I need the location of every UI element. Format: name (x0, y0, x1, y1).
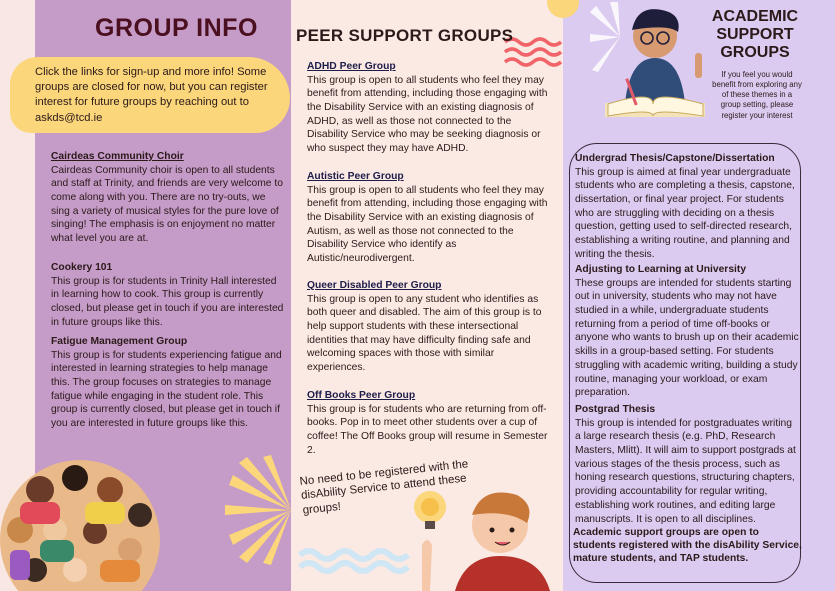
people-crowd-illustration (0, 440, 170, 591)
group-name-postgrad-thesis: Postgrad Thesis (575, 404, 656, 415)
group-description: This group is for students in Trinity Hall interested in learning how to cook. This group is currently closed, but please get in touch if you are interested in future groups like this. (51, 275, 284, 328)
group-item (51, 150, 286, 246)
group-description: Cairdeas Community choir is open to all students and staff at Trinity, and friends are very welcome to come along with you. There are no try-outs, we sing a variety of musical styles for the pure love of singing! The emphasis is on enjoyment no matter what level you are at. (51, 164, 283, 245)
group-item (575, 403, 800, 526)
group-link-cairdeas[interactable]: Cairdeas Community Choir (51, 151, 184, 162)
group-description: This group is open to all students who feel they may benefit from attending, including those engaging with the Disability Service with an existing diagnosis of ADHD, as well as those not connected to the Disability Service who may be seeking diagnosis or who suspect they may have ADHD. (307, 74, 548, 155)
group-item (575, 152, 800, 262)
group-item (307, 170, 555, 266)
intro-text: Click the links for sign-up and more info! Some groups are closed for now, but you can register interest for future groups by reaching out to askds@tcd.ie (35, 66, 268, 124)
academic-support-title: ACADEMIC SUPPORT GROUPS (711, 8, 799, 61)
group-description: This group is intended for postgraduates writing a large research thesis (e.g. PhD, Research Masters, Mlitt). It will aim to support postgrads at various stages of the thesis process, such as honing research questions, structuring chapters, providing accountability for regular writing, establishing work routines, and editing large manuscripts. It is open to all disciplines. (575, 417, 796, 525)
group-name-fatigue: Fatigue Management Group (51, 336, 188, 347)
group-description: This group is for students who are returning from off-books. Pop in to meet other students over a cup of coffee! The Off Books group will resume in Semester 2. (307, 403, 548, 456)
group-item (575, 263, 800, 400)
student-reading-illustration (600, 8, 710, 138)
group-name-undergrad-thesis: Undergrad Thesis/Capstone/Dissertation (575, 153, 775, 164)
group-description: This group is open to all students who feel they may benefit from attending, including those engaging with the Disability Service with an existing diagnosis of Autism, as well as those not connected to the Disability Service who identify as Autistic/neurodivergent. (307, 184, 548, 265)
group-item (307, 279, 555, 375)
registration-note: No need to be registered with the disAbility Service to attend these groups! (299, 458, 469, 517)
group-description: This group is open to any student who identifies as both queer and disabled. The aim of this group is to help support students with these intersectional identities that may have difficulty finding safe and welcoming spaces with those with similar experiences. (307, 293, 542, 374)
group-link-queer-disabled[interactable]: Queer Disabled Peer Group (307, 280, 442, 291)
group-link-off-books[interactable]: Off Books Peer Group (307, 390, 416, 401)
group-item (51, 261, 286, 329)
group-description: These groups are intended for students starting out in university, students who may not have studied in a while, undergraduate students returning from a period of time off-books or anyone who wants to brush up on their academic skills in a group-based setting. For students struggling with academic writing, building a study routine, managing your workload, or exam preparation. (575, 277, 799, 399)
sunburst-icon (540, 0, 570, 30)
peer-support-title: PEER SUPPORT GROUPS (296, 26, 514, 45)
group-description: This group is for students experiencing fatigue and interested in learning strategies to help manage this. The group focuses on strategies to manage fatigue while engaging in the student role. This group is currently closed, but please get in touch if you are interested in future groups like this. (51, 349, 282, 430)
group-item (307, 60, 555, 156)
group-link-autistic[interactable]: Autistic Peer Group (307, 171, 404, 182)
group-item (307, 389, 555, 457)
group-item (51, 335, 286, 431)
academic-support-subtitle: If you feel you would benefit from exploring any of these themes in a group setting, please register your interest (712, 70, 802, 120)
wave-icon (300, 545, 410, 575)
sunburst-icon (225, 455, 295, 565)
group-name-adjusting: Adjusting to Learning at University (575, 264, 747, 275)
group-link-adhd[interactable]: ADHD Peer Group (307, 61, 396, 72)
academic-eligibility-note: Academic support groups are open to students registered with the disAbility Service, mature students, and TAP students. (573, 527, 802, 565)
group-name-cookery: Cookery 101 (51, 262, 113, 273)
group-description: This group is aimed at final year undergraduate students who are completing a thesis, capstone, dissertation, or final year project. For students who are struggling with deciding on a thesis question, getting used to self-directed research, establishing a writing routine, and planning and writing the thesis. (575, 166, 795, 260)
group-info-title: GROUP INFO (95, 14, 258, 42)
